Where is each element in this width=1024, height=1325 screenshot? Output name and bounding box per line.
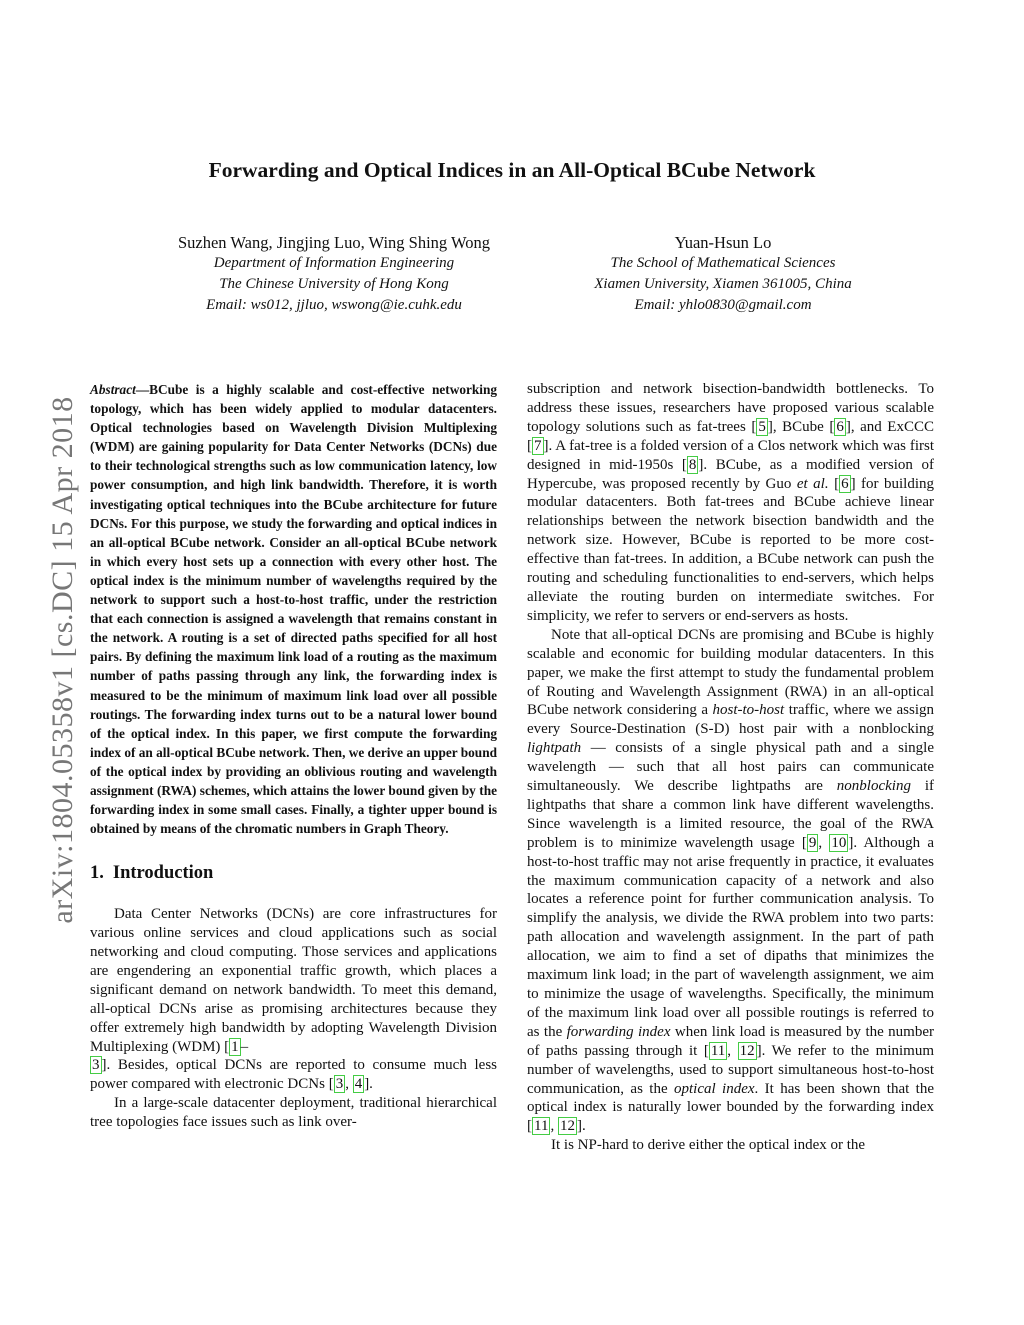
author-block-right <box>548 232 898 316</box>
citation-link[interactable]: 11 <box>710 1042 726 1059</box>
citation-link[interactable]: 12 <box>559 1118 575 1135</box>
section-title: Introduction <box>112 863 214 884</box>
paragraph: subscription and network bisection-bandwidth bottlenecks. To address these issues, researchers have proposed various scalable topology solutions such as fat-trees [ 5 ], BCube [ 6 ], and ExCCC [ 7 ]. A fat-tree is a folded version of a Clos network which was first designed in mid-1950s [ 8 ]. BCube, as a modified version of Hypercube, was proposed recently by Guo et al. [ 6 ] for building modular datacenters. Both fat-trees and BCube achieve linear relationships between the network bisection bandwidth and the network size. However, BCube is reported to be more cost-effective than fat-trees. In addition, a BCube network can push the routing and scheduling functionalities to end-servers, which helps alleviate the routing burden on intermediate switches. For simplicity, we refer to servers or end-servers as hosts. <box>527 381 935 624</box>
paragraph-text: ]. <box>364 1076 373 1093</box>
citation-link[interactable]: 11 <box>534 1118 549 1135</box>
emphasis: lightpath <box>527 740 582 757</box>
section-heading <box>90 864 497 883</box>
citation-separator: , <box>550 1118 558 1135</box>
left-column <box>90 380 497 1132</box>
citation-link[interactable]: 9 <box>808 834 817 851</box>
right-column <box>527 380 934 1155</box>
paragraph-text: , BCube <box>772 418 830 435</box>
paragraph-text: . We refer to the minimum number of wavelengths, used to support simultaneous host-to-host communication, as the <box>527 1042 935 1097</box>
citation-link[interactable]: 4 <box>354 1076 363 1093</box>
paragraph: Note that all-optical DCNs are promising and BCube is highly scalable and economic for building modular datacenters. In this paper, we make the first attempt to study the fundamental problem of Routing and Wavelength Assignment (RWA) in an all-optical BCube network considering a host-to-host traffic, where we assign every Source-Destination (S-D) host pair with a nonblocking lightpath — consists of a single physical path and a single wavelength — such that all host pairs can communicate simultaneously. We describe lightpaths are nonblocking if lightpaths that share a common link have different wavelengths. Since wavelength is a limited resource, the goal of the RWA problem is to minimize wavelength usage [ 9 , 10 ]. Although a host-to-host traffic may not arise frequently in practice, it evaluates the maximum communication capacity of a network and also locates a reference point for further communication analysis. To simplify the analysis, we divide the RWA problem into two parts: path allocation and wavelength assignment. In the part of path allocation, we aim to find a set of dipaths that minimizes the maximum link load; in the part of wavelength assignment, we aim to minimize the usage of wavelengths. Specifically, the minimum of the maximum link load over all possible routings is referred to as the forwarding index when link load is measured by the number of paths passing through it [ 11 , 12 ]. We refer to the minimum number of wavelengths, used to support simultaneous host-to-host communication, as the optical index. It has been shown that the optical index is naturally lower bounded by the forwarding index [ 11 , 12 ]. <box>527 626 935 1135</box>
citation-separator: , <box>345 1076 353 1093</box>
paragraph-text: if lightpaths that share a common link have different wavelengths. Since wavelength is a limited resource, the goal of the RWA problem is to minimize wavelength usage <box>527 778 934 851</box>
emphasis: optical index <box>674 1080 755 1097</box>
paragraph-text: . It has been shown that the optical index is naturally lower bounded by the forwarding index <box>527 1080 934 1116</box>
author-university: Xiamen University, Xiamen 361005, China <box>594 276 852 292</box>
citation-link[interactable]: 3 <box>335 1076 344 1093</box>
paragraph-text: traffic, where we assign every Source-Destination (S-D) host pair with a nonblocking <box>527 702 934 738</box>
paragraph: It is NP-hard to derive either the optical index or the <box>551 1137 866 1154</box>
citation-separator: , <box>818 834 830 851</box>
emphasis: et al. <box>796 475 829 492</box>
citation-range-dash: – <box>240 1038 249 1055</box>
citation-link[interactable]: 8 <box>688 456 697 473</box>
abstract-label: Abstract <box>90 382 136 397</box>
paragraph-text: . <box>581 1118 586 1135</box>
author-email: Email: yhlo0830@gmail.com <box>634 297 812 313</box>
citation-separator: , <box>727 1042 738 1059</box>
citation-link[interactable]: 6 <box>836 418 844 435</box>
emphasis: nonblocking <box>836 778 911 795</box>
paragraph-text: , and ExCCC <box>850 418 934 435</box>
citation-link[interactable]: 7 <box>534 437 542 454</box>
abstract-text: BCube is a highly scalable and cost-effective networking topology, which has been widely applied to modular datacenters. Optical technologies based on Wavelength Division Multiplexing (WDM) are gaining popularity for Data Center Networks (DCNs) due to their technological strengths such as low communication latency, low power consumption, and high link bandwidth. Therefore, it is worth investigating optical techniques into the BCube architecture for future DCNs. For this purpose, we study the forwarding and optical indices in an all-optical BCube network. Consider an all-optical BCube network in which every host sets up a connection with every other host. The optical index is the minimum number of wavelengths required by the network to support such a host-to-host traffic, under the restriction that each connection is assigned a wavelength that remains constant in the network. A routing is a set of directed paths specified for all host pairs. By defining the maximum link load of a routing as the maximum number of paths passing through any link, the forwarding index is measured to be the minimum of maximum link load over all possible routings. The forwarding index turns out to be a natural lower bound of the optical index. In this paper, we first compute the forwarding index of an all-optical BCube network. Then, we derive an upper bound of the optical index by providing an oblivious routing and wavelength assignment (RWA) schemes, which attains the lower bound given by the forwarding index in some small cases. Finally, a tighter upper bound is obtained by means of the chromatic numbers in Graph Theory. <box>90 382 497 837</box>
author-department: The School of Mathematical Sciences <box>610 255 836 271</box>
emphasis: forwarding index <box>566 1023 671 1040</box>
citation-link[interactable]: 3 <box>92 1057 100 1074</box>
paragraph-text: . BCube, as a modified version of Hypercube, was proposed recently by Guo <box>527 456 934 492</box>
citation-link[interactable]: 10 <box>831 834 847 851</box>
author-names: Suzhen Wang, Jingjing Luo, Wing Shing Wong <box>177 233 491 252</box>
paragraph: Data Center Networks (DCNs) are core infrastructures for various online services and cloud applications such as social networking and cloud computing. Those services and applications are engendering an exponential traffic growth, which places a significant demand on network bandwidth. To meet this demand, all-optical DCNs arise as promising architectures because they offer extremely high bandwidth by adopting Wavelength Division Multiplexing (WDM) [ 1 – 3 ]. Besides, optical DCNs are reported to consume much less power compared with electronic DCNs [ 3 , 4 ]. <box>90 906 497 1093</box>
author-university: The Chinese University of Hong Kong <box>219 276 449 292</box>
paragraph-text: — consists of a single physical path and a single wavelength — such that all host pairs can communicate simultaneously. We describe lightpaths are <box>527 740 934 795</box>
paragraph-text: . Although a host-to-host traffic may not arise frequently in practice, it evaluates the maximum communication capacity of a network and also locates a reference point for further communication analysis. To simplify the analysis, we divide the RWA problem into two parts: path allocation and wavelength assignment. In the part of path allocation, we aim to find a set of dipaths that minimizes the maximum link load; in the part of wavelength assignment, we aim to minimize the usage of wavelengths. Specifically, the minimum of the maximum link load over all possible routings is referred to as the <box>527 834 935 1040</box>
emphasis: host-to-host <box>712 702 785 719</box>
citation-link[interactable]: 12 <box>739 1042 755 1059</box>
author-names: Yuan-Hsun Lo <box>674 233 772 252</box>
abstract <box>90 380 497 838</box>
author-email: Email: ws012, jjluo, wswong@ie.cuhk.edu <box>206 297 462 313</box>
paragraph-text: Data Center Networks (DCNs) are core infrastructures for various online services and cloud applications such as social networking and cloud computing. Those services and applications are engendering an exponential traffic growth, which places a significant demand on network bandwidth. To meet this demand, all-optical DCNs arise as promising architectures because they offer extremely high bandwidth by adopting Wavelength Division Multiplexing (WDM) <box>90 906 497 1055</box>
citation-link[interactable]: 1 <box>231 1038 239 1055</box>
paragraph: In a large-scale datacenter deployment, traditional hierarchical tree topologies face issues such as link over- <box>90 1095 497 1131</box>
paragraph-text: subscription and network bisection-bandwidth bottlenecks. To address these issues, researchers have proposed various scalable topology solutions such as fat-trees <box>527 381 934 435</box>
paper-title: Forwarding and Optical Indices in an All-Optical BCube Network <box>208 158 816 182</box>
paragraph-text: Note that all-optical DCNs are promising and BCube is highly scalable and economic for building modular datacenters. In this paper, we make the first attempt to study the fundamental problem of Routing and Wavelength Assignment (RWA) in an all-optical BCube network considering a <box>527 626 934 719</box>
paragraph-text: when link load is measured by the number of paths passing through it <box>527 1023 935 1059</box>
paragraph-text: . A fat-tree is a folded version of a Clos network which was first designed in mid-1950s <box>527 437 934 473</box>
section-number: 1. <box>90 863 104 884</box>
paragraph-text: . Besides, optical DCNs are reported to consume much less power compared with electronic DCNs <box>90 1057 497 1093</box>
paragraph-text <box>829 476 834 492</box>
abstract-dash: — <box>135 382 150 397</box>
citation-link[interactable]: 5 <box>758 418 766 435</box>
author-department: Department of Information Engineering <box>213 255 455 271</box>
arxiv-identifier: arXiv:1804.05358v1 [cs.DC] 15 Apr 2018 <box>46 396 79 924</box>
citation-link[interactable]: 6 <box>841 475 849 492</box>
author-block-left <box>134 232 534 316</box>
paragraph-text: for building modular datacenters. Both fat-trees and BCube achieve linear relationships between the network bisection bandwidth and the network size. However, BCube is reported to be more cost-effective than fat-trees. In addition, a BCube network can push the routing and scheduling functionalities to end-servers, which helps alleviate the routing burden on intermediate switches. For simplicity, we refer to servers or end-servers as hosts. <box>527 475 935 624</box>
